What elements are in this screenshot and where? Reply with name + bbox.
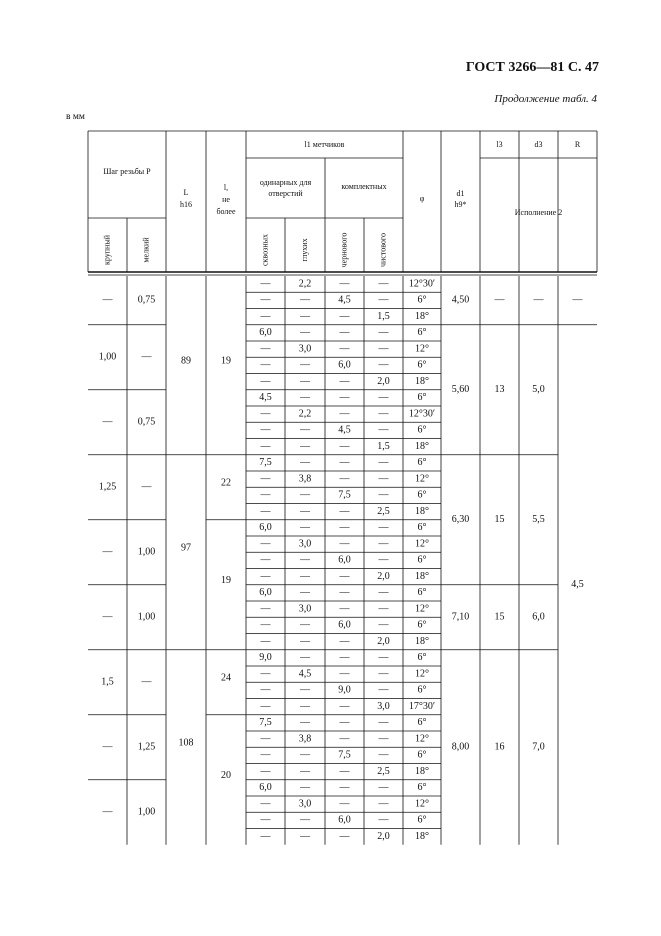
l1-cell: — [339, 587, 350, 599]
coarse-pitch-value: — [102, 741, 113, 753]
l1-cell: — [378, 587, 389, 599]
l1-cell: — [339, 408, 350, 420]
header-l-not: не [222, 194, 230, 204]
header-R: R [574, 139, 581, 149]
phi-angle-cell: 18° [415, 765, 429, 777]
l1-cell: 4,5 [338, 294, 351, 306]
phi-angle-cell: 6° [417, 489, 427, 501]
l3-value: — [494, 294, 505, 306]
l1-cell: — [339, 343, 350, 355]
l1-cell: — [260, 619, 271, 631]
l1-cell: — [378, 538, 389, 550]
l1-cell: — [378, 554, 389, 566]
phi-angle-cell: 17°30′ [408, 700, 436, 712]
d1-value: 6,30 [451, 514, 470, 526]
fine-pitch-value: 1,00 [137, 546, 156, 558]
R-value: — [572, 294, 583, 306]
d1-value: 8,00 [451, 741, 470, 753]
phi-angle-cell: 6° [417, 684, 427, 696]
l1-cell: — [300, 440, 310, 452]
phi-angle-cell: 12° [415, 343, 429, 355]
l1-cell: — [300, 522, 310, 534]
fine-pitch-value: 0,75 [137, 294, 156, 306]
l1-cell: — [339, 700, 350, 712]
l1-cell: — [378, 668, 389, 680]
l1-cell: 4,5 [298, 668, 312, 680]
l1-cell: — [260, 635, 271, 647]
l1-cell: — [300, 619, 310, 631]
l1-cell: — [339, 375, 350, 387]
l1-cell: — [378, 408, 389, 420]
l3-value: 16 [494, 741, 505, 753]
phi-angle-cell: 6° [417, 782, 427, 794]
phi-angle-cell: 6° [417, 717, 427, 729]
l1-cell: — [339, 473, 350, 485]
header-sets: комплектных [341, 181, 387, 191]
header-single-holes-2: отверстий [268, 188, 303, 198]
phi-angle-cell: 12° [415, 733, 429, 745]
phi-angle-cell: 12° [415, 798, 429, 810]
fine-pitch-value: — [141, 676, 152, 688]
d3-value: — [533, 294, 544, 306]
phi-angle-cell: 6° [417, 392, 427, 404]
header-l: l, [223, 182, 229, 192]
header-d1: d1 [456, 188, 465, 198]
units-label: в мм [66, 112, 85, 122]
l1-cell: — [378, 782, 389, 794]
l1-cell: 2,0 [377, 375, 390, 387]
fine-pitch-value: — [141, 351, 152, 363]
l3-value: 15 [494, 611, 505, 623]
l1-cell: — [339, 830, 350, 842]
l1-cell: — [260, 684, 271, 696]
l1-cell: — [339, 327, 350, 339]
l1-cell: — [300, 375, 310, 387]
l1-cell: 3,0 [377, 700, 390, 712]
phi-angle-cell: 6° [417, 457, 427, 469]
phi-angle-cell: 18° [415, 570, 429, 582]
l1-cell: — [300, 505, 310, 517]
phi-angle-cell: 12°30′ [408, 278, 436, 290]
phi-angle-cell: 6° [417, 294, 427, 306]
fine-pitch-value: — [141, 481, 152, 493]
phi-angle-cell: 18° [415, 440, 429, 452]
l1-cell: — [339, 457, 350, 469]
l1-cell: — [378, 522, 389, 534]
l1-cell: 4,5 [259, 392, 272, 404]
l1-cell: — [300, 359, 310, 371]
phi-angle-cell: 12° [415, 668, 429, 680]
l1-cell: — [300, 554, 310, 566]
l1-cell: 2,2 [298, 408, 312, 420]
l1-cell: — [300, 424, 310, 436]
l1-cell: — [378, 278, 389, 290]
l1-cell: — [260, 749, 271, 761]
phi-angle-cell: 6° [417, 619, 427, 631]
phi-angle-cell: 12° [415, 538, 429, 550]
l1-cell: — [260, 668, 271, 680]
header-coarse: крупный [102, 235, 112, 265]
l1-cell: — [300, 310, 310, 322]
l1-cell: 1,5 [377, 310, 390, 322]
l1-cell: — [300, 457, 310, 469]
l1-cell: — [378, 619, 389, 631]
l1-cell: — [378, 684, 389, 696]
l1-cell: — [300, 717, 310, 729]
phi-angle-cell: 6° [417, 652, 427, 664]
phi-angle-cell: 18° [415, 830, 429, 842]
l1-cell: — [378, 733, 389, 745]
l1-cell: — [378, 652, 389, 664]
phi-angle-cell: 12° [415, 473, 429, 485]
l1-cell: — [378, 814, 389, 826]
l-value: 20 [221, 770, 231, 782]
d1-value: 5,60 [451, 384, 470, 396]
l1-cell: — [378, 489, 389, 501]
l1-cell: — [339, 635, 350, 647]
l1-cell: — [260, 554, 271, 566]
l1-cell: — [300, 814, 310, 826]
l1-cell: — [339, 505, 350, 517]
l-value: 19 [221, 575, 231, 587]
l1-cell: 4,5 [338, 424, 351, 436]
l1-cell: — [378, 327, 389, 339]
d3-value: 5,0 [532, 384, 545, 396]
l1-cell: 3,0 [298, 538, 312, 550]
header-l1-taps: l1 метчиков [304, 139, 345, 149]
fine-pitch-value: 1,25 [137, 741, 156, 753]
header-d3: d3 [534, 139, 543, 149]
l1-cell: — [378, 392, 389, 404]
l1-cell: — [339, 392, 350, 404]
l1-cell: — [300, 749, 310, 761]
l1-cell: 6,0 [259, 782, 272, 794]
l1-cell: — [300, 392, 310, 404]
l1-cell: — [260, 359, 271, 371]
l1-cell: 2,0 [377, 570, 390, 582]
l1-cell: — [300, 765, 310, 777]
l1-cell: — [260, 538, 271, 550]
l1-cell: — [300, 489, 310, 501]
l1-cell: 6,0 [259, 587, 272, 599]
header-execution-2: Исполнение 2 [514, 207, 563, 217]
l1-cell: 2,0 [377, 635, 390, 647]
l1-cell: — [339, 603, 350, 615]
l1-cell: — [260, 798, 271, 810]
l1-cell: 2,5 [377, 505, 390, 517]
L-value: 89 [181, 355, 191, 367]
l1-cell: — [260, 440, 271, 452]
l1-cell: — [260, 473, 271, 485]
l1-cell: — [300, 327, 310, 339]
l1-cell: — [300, 294, 310, 306]
coarse-pitch-value: — [102, 294, 113, 306]
l1-cell: — [378, 798, 389, 810]
l1-cell: — [260, 489, 271, 501]
l1-cell: — [300, 830, 310, 842]
l1-cell: — [260, 830, 271, 842]
fine-pitch-value: 1,00 [137, 806, 156, 818]
l1-cell: 3,0 [298, 603, 312, 615]
header-fine: мелкий [141, 237, 151, 263]
l1-cell: — [260, 375, 271, 387]
l1-cell: 7,5 [259, 457, 272, 469]
l1-cell: 6,0 [338, 359, 351, 371]
l1-cell: 7,5 [338, 749, 351, 761]
l1-cell: 7,5 [259, 717, 272, 729]
l1-cell: — [260, 700, 271, 712]
header-finish: чистового [378, 232, 388, 268]
phi-angle-cell: 18° [415, 310, 429, 322]
header-thread-pitch: Шаг резьбы P [103, 166, 151, 176]
l1-cell: 6,0 [259, 327, 272, 339]
l1-cell: — [339, 310, 350, 322]
coarse-pitch-value: — [102, 546, 113, 558]
l1-cell: — [339, 717, 350, 729]
d3-value: 7,0 [532, 741, 545, 753]
header-l-more: более [216, 206, 236, 216]
l1-cell: 6,0 [338, 554, 351, 566]
phi-angle-cell: 12°30′ [408, 408, 436, 420]
l1-cell: — [339, 733, 350, 745]
l1-cell: — [339, 652, 350, 664]
l1-cell: — [260, 294, 271, 306]
l1-cell: — [300, 700, 310, 712]
coarse-pitch-value: — [102, 611, 113, 623]
phi-angle-cell: 6° [417, 424, 427, 436]
l1-cell: — [339, 668, 350, 680]
l1-cell: — [300, 570, 310, 582]
phi-angle-cell: 6° [417, 587, 427, 599]
l1-cell: — [339, 538, 350, 550]
l-value: 24 [221, 672, 231, 684]
phi-angle-cell: 6° [417, 749, 427, 761]
header-d1-tolerance: h9* [454, 199, 467, 209]
l1-cell: — [378, 424, 389, 436]
phi-angle-cell: 6° [417, 554, 427, 566]
phi-angle-cell: 12° [415, 603, 429, 615]
page-header: ГОСТ 3266—81 С. 47 [465, 60, 599, 75]
l1-cell: — [260, 765, 271, 777]
l1-cell: 3,0 [298, 798, 312, 810]
phi-angle-cell: 18° [415, 375, 429, 387]
l1-cell: — [300, 684, 310, 696]
l1-cell: 6,0 [259, 522, 272, 534]
l-value: 19 [221, 355, 231, 367]
l1-cell: — [378, 473, 389, 485]
coarse-pitch-value: 1,25 [98, 481, 117, 493]
l1-cell: — [300, 635, 310, 647]
fine-pitch-value: 0,75 [137, 416, 156, 428]
l1-cell: 3,8 [298, 473, 312, 485]
header-rough: чернового [339, 232, 349, 268]
l1-cell: — [378, 457, 389, 469]
header-phi: φ [419, 193, 425, 203]
L-value: 108 [178, 737, 194, 749]
l1-cell: — [378, 717, 389, 729]
l1-cell: — [339, 278, 350, 290]
d3-value: 6,0 [532, 611, 545, 623]
header-L-tolerance: h16 [180, 199, 192, 209]
header-l3: l3 [496, 139, 503, 149]
l1-cell: — [260, 408, 271, 420]
R-value: 4,5 [571, 579, 584, 591]
phi-angle-cell: 18° [415, 505, 429, 517]
l3-value: 15 [494, 514, 505, 526]
l1-cell: — [339, 798, 350, 810]
l1-cell: 6,0 [338, 814, 351, 826]
l1-cell: 2,2 [298, 278, 312, 290]
l1-cell: — [260, 343, 271, 355]
coarse-pitch-value: 1,5 [101, 676, 114, 688]
l1-cell: — [300, 782, 310, 794]
l1-cell: — [339, 765, 350, 777]
l1-cell: — [378, 343, 389, 355]
l1-cell: 3,0 [298, 343, 312, 355]
l1-cell: 3,8 [298, 733, 312, 745]
phi-angle-cell: 6° [417, 327, 427, 339]
phi-angle-cell: 6° [417, 359, 427, 371]
l1-cell: 1,5 [377, 440, 390, 452]
l1-cell: — [378, 603, 389, 615]
l1-cell: 6,0 [338, 619, 351, 631]
l1-cell: — [300, 652, 310, 664]
coarse-pitch-value: — [102, 416, 113, 428]
l1-cell: — [339, 522, 350, 534]
l1-cell: 2,5 [377, 765, 390, 777]
l1-cell: — [339, 782, 350, 794]
header-single-holes: одинарных для [259, 177, 312, 187]
table-continuation: Продолжение табл. 4 [494, 93, 597, 105]
l1-cell: — [260, 278, 271, 290]
l1-cell: — [378, 749, 389, 761]
l1-cell: 7,5 [338, 489, 351, 501]
header-blind: глухих [299, 238, 309, 262]
l1-cell: — [378, 294, 389, 306]
l1-cell: — [260, 424, 271, 436]
l1-cell: — [260, 570, 271, 582]
phi-angle-cell: 18° [415, 635, 429, 647]
l3-value: 13 [494, 384, 505, 396]
L-value: 97 [181, 542, 191, 554]
l1-cell: — [260, 310, 271, 322]
l1-cell: 9,0 [259, 652, 272, 664]
phi-angle-cell: 6° [417, 522, 427, 534]
l1-cell: 2,0 [377, 830, 390, 842]
l1-cell: — [339, 570, 350, 582]
header-L: L [183, 187, 189, 197]
l1-cell: — [260, 505, 271, 517]
l1-cell: — [339, 440, 350, 452]
coarse-pitch-value: — [102, 806, 113, 818]
l1-cell: — [260, 814, 271, 826]
l1-cell: — [260, 733, 271, 745]
phi-angle-cell: 6° [417, 814, 427, 826]
d1-value: 7,10 [451, 611, 470, 623]
l1-cell: 9,0 [338, 684, 351, 696]
fine-pitch-value: 1,00 [137, 611, 156, 623]
l-value: 22 [221, 477, 231, 489]
header-through: сквозных [260, 234, 270, 266]
d3-value: 5,5 [532, 514, 545, 526]
l1-cell: — [300, 587, 310, 599]
l1-cell: — [260, 603, 271, 615]
d1-value: 4,50 [451, 294, 470, 306]
l1-cell: — [378, 359, 389, 371]
coarse-pitch-value: 1,00 [98, 351, 117, 363]
